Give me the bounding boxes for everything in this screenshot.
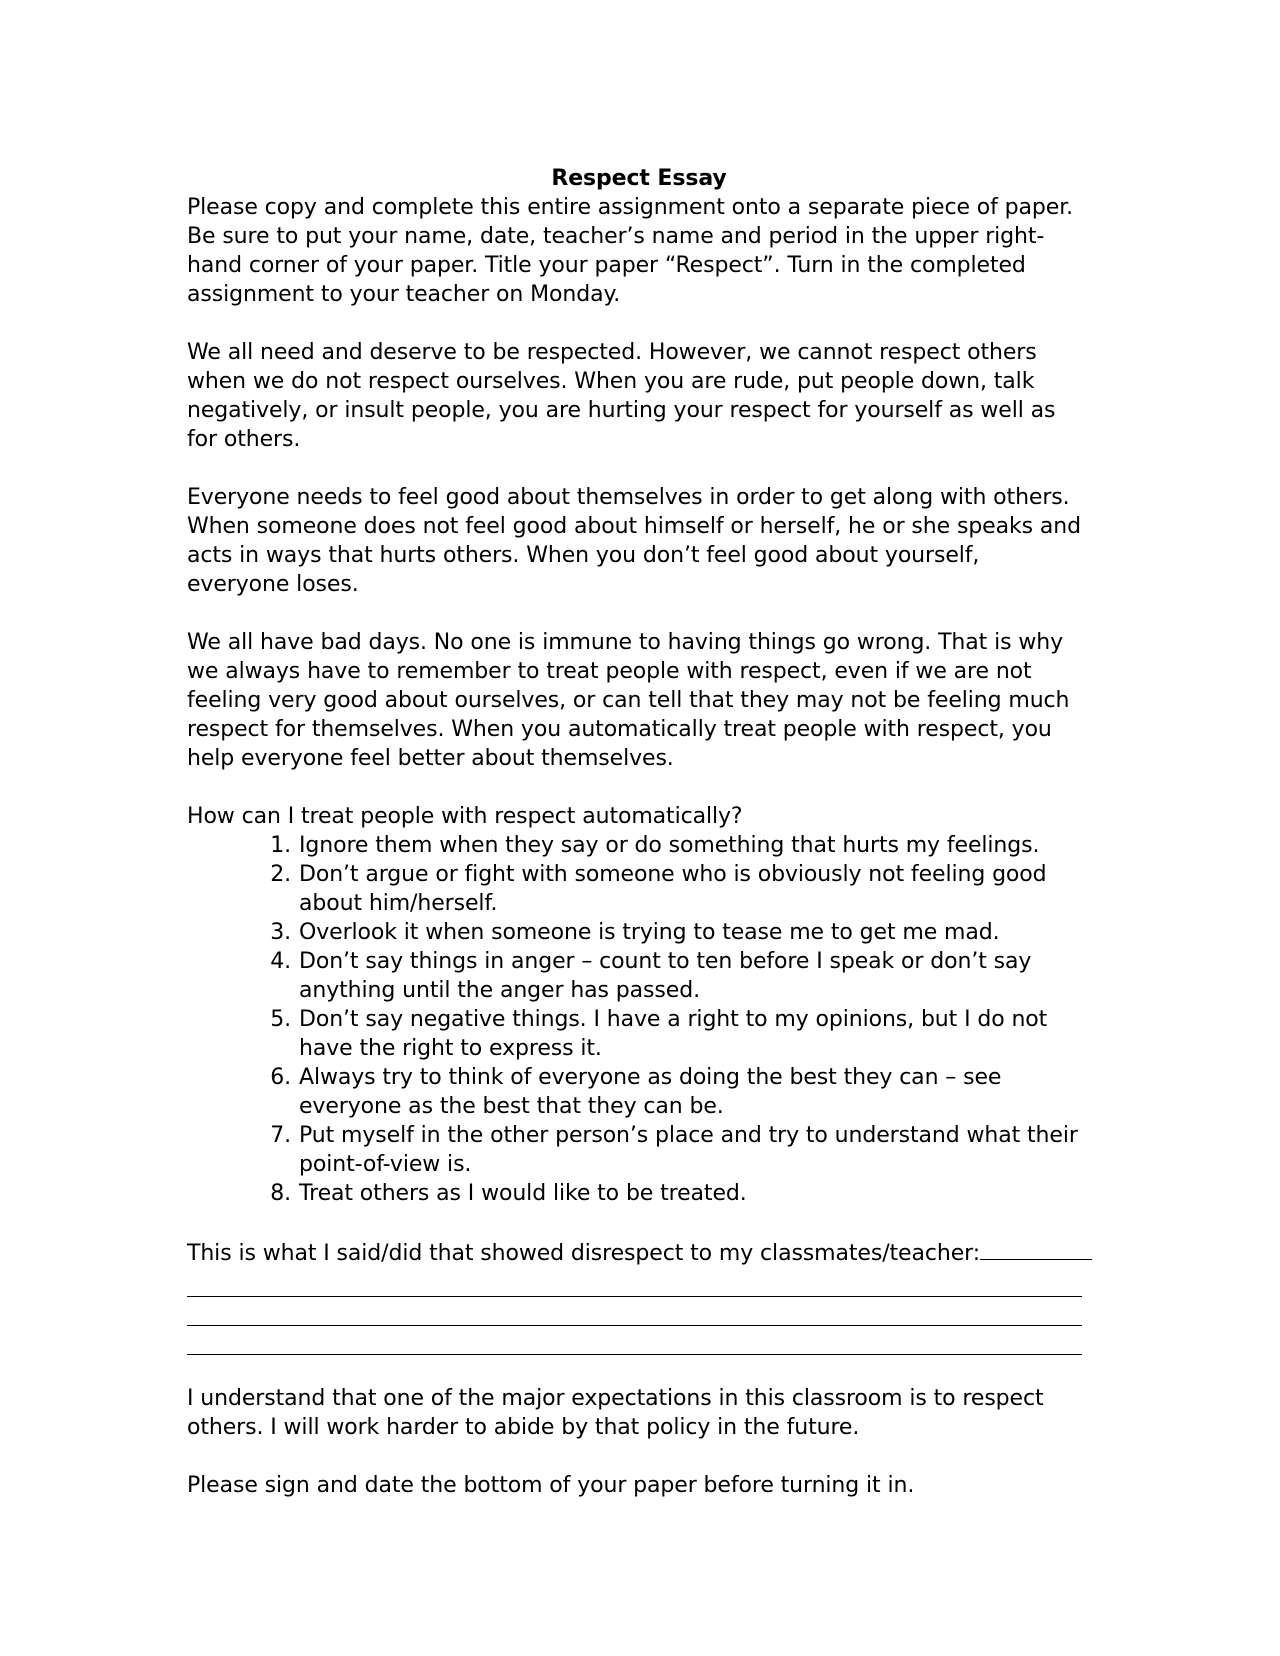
list-item-text: Always try to think of everyone as doing the best they can – see everyone as the best that they can be. — [299, 1065, 1002, 1119]
respect-tips-list — [187, 831, 1087, 1208]
list-item-number: 2. — [270, 862, 291, 887]
list-item-text: Treat others as I would like to be treated. — [299, 1181, 747, 1206]
list-item-number: 3. — [270, 920, 291, 945]
list-item — [270, 1063, 1087, 1121]
disrespect-prompt — [187, 1237, 1087, 1268]
list-item-number: 1. — [270, 833, 291, 858]
instructions-paragraph: Please copy and complete this entire assignment onto a separate piece of paper. Be sure to put your name, date, teacher’s name and period in the upper right-hand corner of your paper. Title your paper “Respect”. Turn in the completed assignment to your teacher on Monday. — [187, 195, 1074, 307]
list-item — [270, 1005, 1087, 1063]
answer-line — [187, 1297, 1082, 1326]
document-page — [187, 164, 1087, 1529]
sign-note: Please sign and date the bottom of your paper before turning it in. — [187, 1473, 915, 1498]
list-item — [270, 831, 1087, 860]
list-item — [270, 1121, 1087, 1179]
paragraph-feel-good: Everyone needs to feel good about themselves in order to get along with others. When someone does not feel good about himself or herself, he or she speaks and acts in ways that hurts others. When you don’t feel good about yourself, everyone loses. — [187, 485, 1081, 597]
list-item — [270, 918, 1087, 947]
disrespect-prompt-text: This is what I said/did that showed disrespect to my classmates/teacher: — [187, 1241, 981, 1266]
list-item-text: Don’t say things in anger – count to ten before I speak or don’t say anything until the anger has passed. — [299, 949, 1032, 1003]
list-item — [270, 947, 1087, 1005]
list-item-text: Ignore them when they say or do something that hurts my feelings. — [299, 833, 1040, 858]
list-item-number: 4. — [270, 949, 291, 974]
list-item-number: 8. — [270, 1181, 291, 1206]
list-item-text: Overlook it when someone is trying to tease me to get me mad. — [299, 920, 1000, 945]
prompt-blank — [980, 1237, 1092, 1260]
paragraph-respect-intro: We all need and deserve to be respected. However, we cannot respect others when we do not respect ourselves. When you are rude, put people down, talk negatively, or insult people, you are hurting your respect for yourself as well as for others. — [187, 340, 1056, 452]
list-item-number: 5. — [270, 1007, 291, 1032]
list-item-number: 7. — [270, 1123, 291, 1148]
list-intro: How can I treat people with respect automatically? — [187, 804, 743, 829]
list-item-text: Don’t say negative things. I have a right to my opinions, but I do not have the right to express it. — [299, 1007, 1048, 1061]
paragraph-bad-days: We all have bad days. No one is immune to having things go wrong. That is why we always have to remember to treat people with respect, even if we are not feeling very good about ourselves, or can tell that they may not be feeling much respect for themselves. When you automatically treat people with respect, you help everyone feel better about themselves. — [187, 630, 1070, 771]
closing-paragraph: I understand that one of the major expectations in this classroom is to respect others. I will work harder to abide by that policy in the future. — [187, 1386, 1044, 1440]
answer-line — [187, 1268, 1082, 1297]
list-item-text: Put myself in the other person’s place and try to understand what their point-of-view is. — [299, 1123, 1078, 1177]
list-item-number: 6. — [270, 1065, 291, 1090]
document-title: Respect Essay — [551, 166, 727, 191]
answer-lines — [187, 1268, 1087, 1355]
answer-line — [187, 1326, 1082, 1355]
list-item — [270, 860, 1087, 918]
list-item — [270, 1179, 1087, 1208]
list-item-text: Don’t argue or fight with someone who is obviously not feeling good about him/herself. — [299, 862, 1047, 916]
